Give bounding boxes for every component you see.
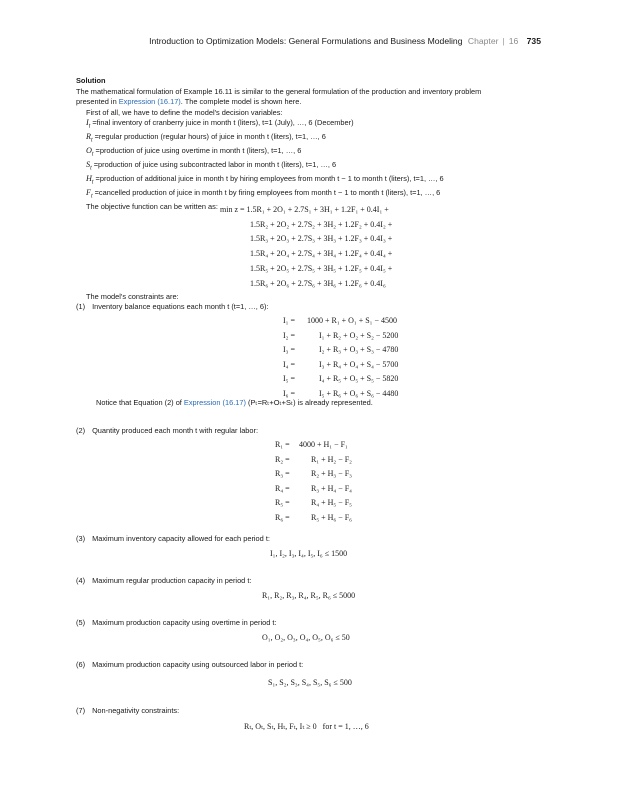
chapter-number: 16 bbox=[508, 36, 519, 46]
constraint-text: Maximum regular production capacity in period t: bbox=[92, 576, 252, 585]
equation-lhs: R₆ = bbox=[275, 512, 290, 522]
intro-text-post: . The complete model is shown here. bbox=[180, 97, 302, 106]
var-symbol: O bbox=[86, 145, 92, 155]
var-symbol: R bbox=[86, 131, 92, 141]
constraint-text: Inventory balance equations each month t (t=1, …, 6): bbox=[92, 302, 269, 311]
equation-rhs: R₃ + H₄ − F₄ bbox=[311, 483, 352, 493]
var-description: =production of juice using overtime in month t (liters), t=1, …, 6 bbox=[95, 145, 302, 155]
equation-lhs: I₅ = bbox=[283, 374, 295, 383]
constraint-text: Maximum production capacity using overtime in period t: bbox=[92, 618, 277, 627]
var-description: =production of juice using subcontracted labor in month t (liters), t=1, …, 6 bbox=[93, 159, 337, 169]
constraint-number: (5) bbox=[76, 618, 86, 627]
objective-term: 1.5R₁ + 2O₁ + 2.7S₁ + 3H₁ + 1.2F₁ + 0.4I₁ + bbox=[246, 205, 389, 214]
constraint-3-label bbox=[76, 534, 270, 543]
constraint-text: Quantity produced each month t with regular labor: bbox=[92, 426, 259, 435]
intro-line-2 bbox=[76, 97, 556, 108]
equation-row bbox=[275, 482, 352, 497]
note-text-pre: Notice that Equation (2) of bbox=[96, 398, 184, 407]
constraint-number: (6) bbox=[76, 660, 86, 669]
page-number: 735 bbox=[526, 36, 541, 46]
equation-rhs: 4000 + H₁ − F₁ bbox=[299, 440, 348, 449]
equation-rhs: I₅ + R₆ + O₆ + S₆ − 4480 bbox=[319, 388, 399, 398]
equation-row bbox=[275, 496, 352, 511]
equation-lhs: R₁ = bbox=[275, 440, 290, 449]
equation-lhs: R₅ = bbox=[275, 498, 290, 507]
var-symbol: I bbox=[86, 118, 89, 127]
equation-row bbox=[283, 329, 398, 344]
variable-definitions bbox=[76, 118, 556, 202]
equation-row bbox=[283, 314, 398, 329]
constraint-text: Maximum inventory capacity allowed for each period t: bbox=[92, 534, 270, 543]
var-description: =final inventory of cranberry juice in month t (liters), t=1 (July), …, 6 (December) bbox=[92, 118, 354, 127]
note-text-post: (Pₜ=Rₜ+Oₜ+Sₜ) is already represented. bbox=[245, 398, 373, 407]
objective-row bbox=[220, 203, 392, 218]
equation-lhs: I₂ = bbox=[283, 330, 295, 340]
equation-lhs: I₃ = bbox=[283, 345, 295, 354]
header-separator: | bbox=[502, 36, 505, 46]
constraint-2-label bbox=[76, 426, 258, 435]
regular-capacity-expr: R₁, R₂, R₃, R₄, R₅, R₆ ≤ 5000 bbox=[262, 591, 356, 600]
equation-lhs: I₆ = bbox=[283, 388, 295, 398]
solution-section bbox=[76, 76, 556, 212]
definition-row: $I_t$ =final inventory of cranberry juice in month t (liters), t=1 (July), …, 6 (December) bbox=[86, 118, 354, 130]
var-symbol: S bbox=[86, 159, 91, 169]
constraint-text: Maximum production capacity using outsourced labor in period t: bbox=[92, 660, 304, 669]
equation-row bbox=[283, 343, 398, 358]
equation-rhs: R₁ + H₂ − F₂ bbox=[311, 454, 352, 464]
var-symbol: H bbox=[86, 173, 92, 183]
constraint-number: (1) bbox=[76, 302, 86, 311]
overtime-capacity-expr: O₁, O₂, O₃, O₄, O₅, O₆ ≤ 50 bbox=[262, 633, 350, 642]
equation-row bbox=[283, 358, 398, 373]
constraints-intro: The model's constraints are: bbox=[86, 292, 179, 301]
var-symbol: F bbox=[86, 187, 92, 197]
equation-rhs: I₃ + R₄ + O₄ + S₄ − 5700 bbox=[319, 359, 399, 369]
definition-row: $O_t$ =production of juice using overtime in month t (liters), t=1, …, 6 bbox=[86, 145, 302, 158]
expression-link[interactable]: Expression (16.17) bbox=[183, 398, 246, 407]
equation-lhs: I₁ = bbox=[283, 316, 295, 325]
objective-term: 1.5R₂ + 2O₂ + 2.7S₂ + 3H₂ + 1.2F₂ + 0.4I₂ + bbox=[250, 219, 393, 229]
definition-row: $H_t$ =production of additional juice in month t by hiring employees from month t − 1 to month t (liters), t=1, …, 6 bbox=[86, 173, 444, 186]
var-description: =cancelled production of juice in month t by firing employees from month t − 1 to month t (liters), t=1, …, 6 bbox=[94, 187, 441, 197]
equation-rhs: 1000 + R₁ + O₁ + S₁ − 4500 bbox=[307, 316, 397, 325]
equation-row bbox=[275, 511, 352, 526]
chapter-label: Chapter bbox=[467, 36, 499, 46]
constraint-number: (7) bbox=[76, 706, 86, 715]
equation-lhs: R₃ = bbox=[275, 469, 290, 478]
constraint-1-note bbox=[96, 398, 373, 407]
inventory-capacity-expr: I₁, I₂, I₃, I₄, I₅, I₆ ≤ 1500 bbox=[270, 549, 348, 558]
objective-term: 1.5R₅ + 2O₅ + 2.7S₅ + 3H₅ + 1.2F₅ + 0.4I₅ + bbox=[250, 263, 393, 273]
constraint-number: (2) bbox=[76, 426, 86, 435]
intro-text-pre: presented in bbox=[76, 97, 119, 106]
constraint-7-label bbox=[76, 706, 179, 715]
definition-row: $R_t$ =regular production (regular hours) of juice in month t (liters), t=1, …, 6 bbox=[86, 131, 326, 144]
equation-rhs: R₅ + H₆ − F₆ bbox=[311, 512, 352, 522]
var-description: =production of additional juice in month t by hiring employees from month t − 1 to month t (liters), t=1, …, 6 bbox=[95, 173, 444, 183]
non-negativity-expr: Rₜ, Oₜ, Sₜ, Hₜ, Fₜ, Iₜ ≥ 0 for t = 1, …, 6 bbox=[244, 722, 369, 731]
regular-production-equations bbox=[275, 438, 352, 525]
var-description: =regular production (regular hours) of juice in month t (liters), t=1, …, 6 bbox=[94, 131, 326, 141]
constraint-text: Non-negativity constraints: bbox=[92, 706, 180, 715]
equation-rhs: I₁ + R₂ + O₂ + S₂ − 5200 bbox=[319, 330, 399, 340]
equation-lhs: R₂ = bbox=[275, 454, 290, 464]
objective-row bbox=[220, 262, 392, 277]
objective-function bbox=[220, 203, 392, 291]
objective-term: 1.5R₄ + 2O₄ + 2.7S₄ + 3H₄ + 1.2F₄ + 0.4I₄ + bbox=[250, 249, 393, 259]
definitions-intro: First of all, we have to define the model's decision variables: bbox=[86, 107, 283, 117]
outsourced-capacity-expr: S₁, S₂, S₃, S₄, S₅, S₆ ≤ 500 bbox=[268, 678, 352, 687]
objective-row bbox=[220, 277, 392, 292]
equation-lhs: I₄ = bbox=[283, 359, 295, 369]
equation-row bbox=[275, 453, 352, 468]
definition-row: $F_t$ =cancelled production of juice in month t by firing employees from month t − 1 to month t (liters), t=1, …, 6 bbox=[86, 187, 441, 200]
constraint-5-label bbox=[76, 618, 277, 627]
book-title: Introduction to Optimization Models: General Formulations and Business Modeling bbox=[149, 36, 463, 46]
objective-term: 1.5R₃ + 2O₃ + 2.7S₃ + 3H₃ + 1.2F₃ + 0.4I₃ + bbox=[250, 234, 393, 244]
equation-rhs: I₂ + R₃ + O₃ + S₃ − 4780 bbox=[319, 345, 399, 354]
intro-line-1: The mathematical formulation of Example 16.11 is similar to the general formulation of the production and inventory problem bbox=[76, 86, 482, 96]
equation-row bbox=[275, 467, 352, 482]
solution-heading: Solution bbox=[76, 76, 106, 85]
expression-link[interactable]: Expression (16.17) bbox=[118, 97, 181, 106]
objective-row bbox=[220, 232, 392, 247]
objective-intro: The objective function can be written as: bbox=[86, 201, 218, 211]
objective-prefix: min z = bbox=[220, 205, 247, 214]
constraint-1-label bbox=[76, 302, 269, 311]
objective-row bbox=[220, 218, 392, 233]
objective-row bbox=[220, 247, 392, 262]
definition-row: $S_t$ =production of juice using subcontracted labor in month t (liters), t=1, …, 6 bbox=[86, 159, 337, 172]
objective-term: 1.5R₆ + 2O₆ + 2.7S₆ + 3H₆ + 1.2F₆ + 0.4I₆ bbox=[250, 278, 386, 288]
equation-rhs: I₄ + R₅ + O₅ + S₅ − 5820 bbox=[319, 374, 399, 383]
equation-row bbox=[283, 372, 398, 387]
equation-rhs: R₂ + H₃ − F₃ bbox=[311, 469, 352, 478]
equation-lhs: R₄ = bbox=[275, 483, 290, 493]
constraint-4-label bbox=[76, 576, 251, 585]
inventory-balance-equations bbox=[283, 314, 398, 401]
constraint-number: (3) bbox=[76, 534, 86, 543]
constraint-6-label bbox=[76, 660, 303, 669]
equation-rhs: R₄ + H₅ − F₅ bbox=[311, 498, 352, 507]
equation-row bbox=[275, 438, 352, 453]
running-header bbox=[149, 36, 541, 46]
constraint-number: (4) bbox=[76, 576, 86, 585]
